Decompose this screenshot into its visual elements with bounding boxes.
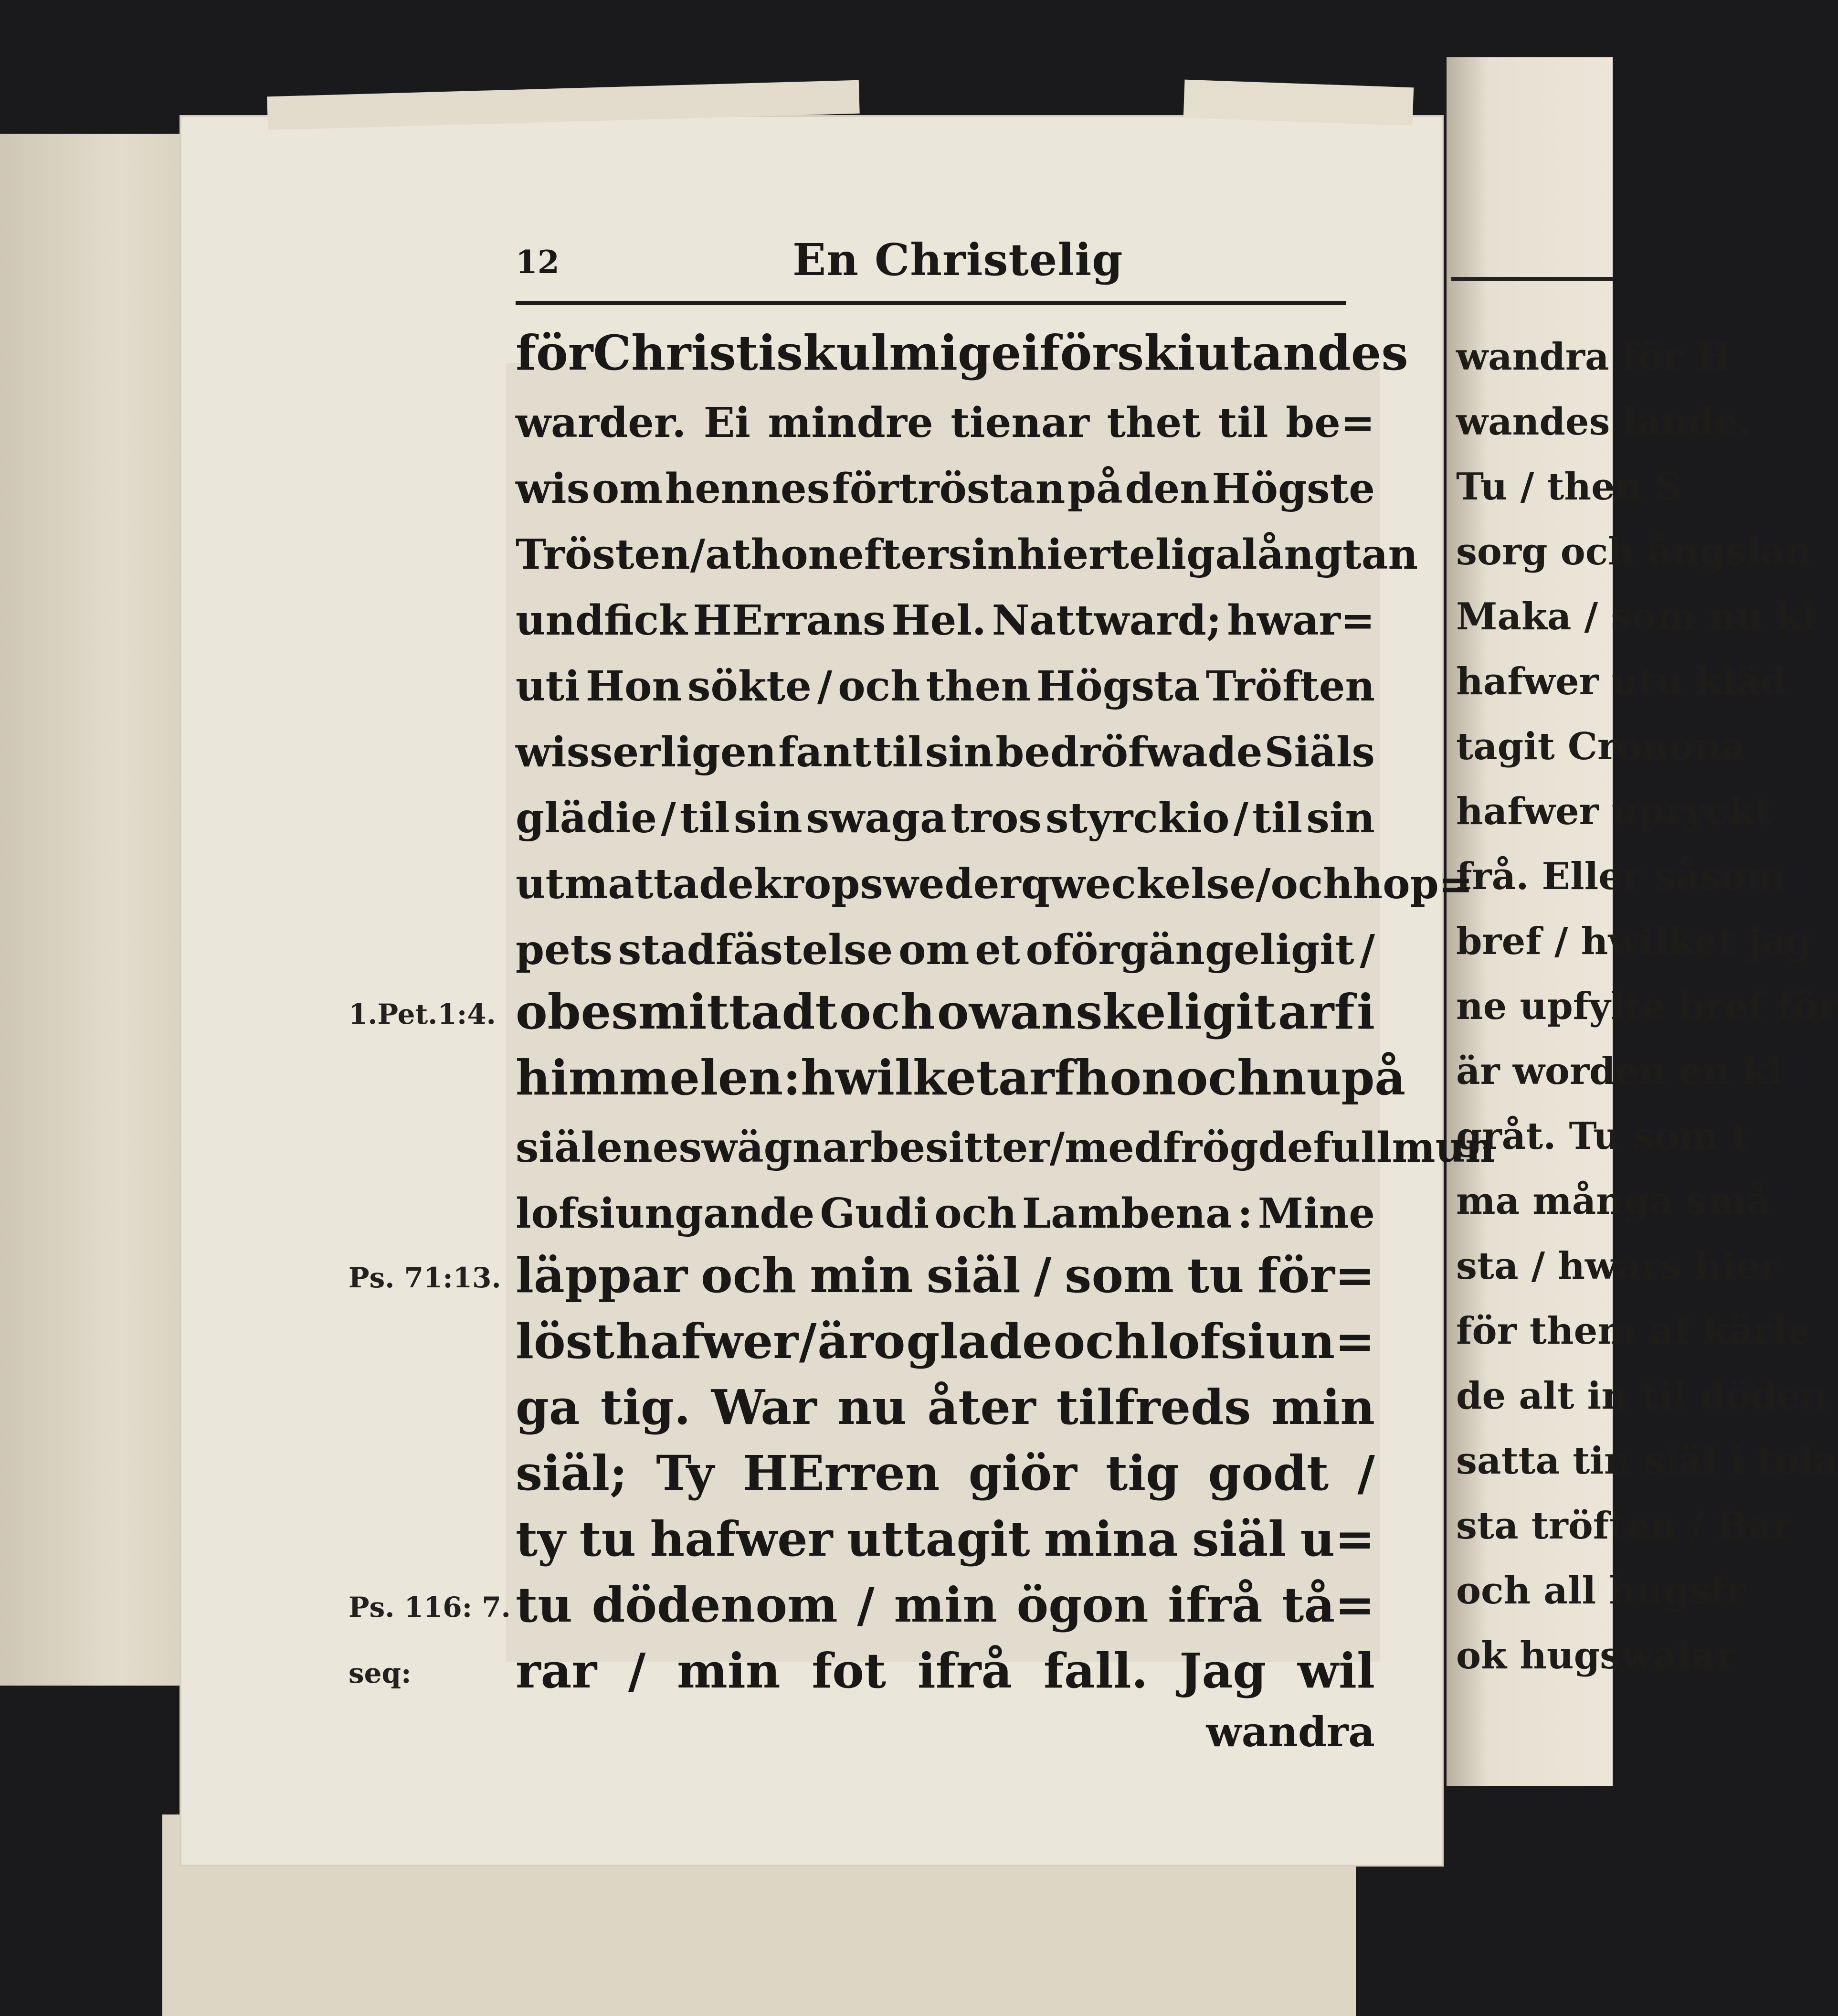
facing-text-line: satta tin siäl i tola [1456,1439,1838,1483]
previous-page-edge [0,134,201,1686]
facing-page-text [1456,325,1838,1688]
text-line: pets stadfästelse om et oförgängeligit / [516,926,1375,974]
text-line: lofsiungande Gudi och Lambena : Mine [516,1189,1375,1238]
facing-text-line: är worden en kl [1456,1050,1783,1093]
facing-text-line: sta tröften / Bar [1456,1504,1792,1548]
text-line: löst hafwer / äro glade och lofsiun= [516,1313,1375,1369]
catchword: wandra [1206,1708,1375,1756]
text-line: siäl; Ty HErren giör tig godt / [516,1445,1375,1501]
facing-text-line: Tu / then S [1456,465,1682,509]
text-line: läppar och min siäl / som tu för= [516,1247,1375,1304]
facing-text-line: Maka / som nu kl [1456,595,1817,638]
header-rule [516,301,1346,305]
margin-reference: 1.Pet.1:4. [349,998,496,1030]
margin-reference: Ps. 71:13. [349,1262,501,1294]
facing-text-line: för them af kärle [1456,1309,1811,1353]
running-head: En Christelig [792,234,1123,286]
facing-text-line: ma många små [1456,1179,1771,1223]
text-line: wis om hennes förtröstan på den Högste [516,465,1375,513]
facing-text-line: hafwer utu kläd [1456,660,1786,703]
facing-text-line: sta / hwars hier [1456,1244,1779,1288]
text-line: warder. Ei mindre tienar thet til be= [516,399,1375,447]
body-text [516,315,1495,1756]
text-line: ty tu hafwer uttagit mina siäl u= [516,1511,1375,1567]
margin-reference: seq: [349,1657,412,1689]
text-line: utmattade krops wederqweckelse / och hop= [516,860,1473,908]
facing-text-line: hafwer upryckt [1456,790,1772,833]
facing-text-line: ok hugswalar [1456,1634,1735,1677]
margin-reference: Ps. 116: 7. [349,1591,511,1623]
facing-text-line: bref / hwilket jag [1456,920,1812,963]
torn-page-strip-right [1183,80,1414,126]
facing-text-line: och all hugsfr [1456,1569,1746,1613]
text-line: undfick HErrans Hel. Nattward; hwar= [516,596,1375,645]
text-line: för Christi skul mig ei förskiutandes [516,325,1408,381]
facing-text-line: gråt. Tu som t [1456,1114,1749,1158]
page-number: 12 [516,244,560,281]
text-line: wisserligen fant til sin bedröfwade Siäls [516,728,1375,776]
facing-text-line: sorg och ångslan [1456,530,1812,573]
text-line: siälenes wägnar besitter / med frögdefull mun [516,1124,1495,1172]
facing-text-line: wandes lande. [1456,400,1751,444]
text-line: himmelen: hwilket arf hon och nu på [516,1050,1406,1106]
facing-text-line: ne upfylte bref för [1456,985,1838,1028]
text-line: uti Hon sökte / och then Högsta Tröften [516,662,1375,711]
text-line: glädie / til sin swaga tros styrckio / til sin [516,794,1375,842]
facing-text-line: de alt in til döden [1456,1374,1828,1418]
facing-text-line: frå. Eller såsom [1456,855,1785,898]
facing-text-line: tagit Cronona [1456,725,1745,768]
text-line: ga tig. War nu åter tilfreds min [516,1379,1375,1435]
facing-page-rule [1451,277,1613,281]
facing-text-line: wandra för H [1456,335,1731,379]
text-line: rar / min fot ifrå fall. Jag wil [516,1643,1375,1699]
facing-page [1447,57,1838,1786]
text-line: tu dödenom / min ögon ifrå tå= [516,1577,1375,1633]
text-line: obesmittadt och owanskeligit arf i [516,984,1375,1040]
text-line: Trösten / at hon efter sin hierteliga långtan [516,531,1418,579]
